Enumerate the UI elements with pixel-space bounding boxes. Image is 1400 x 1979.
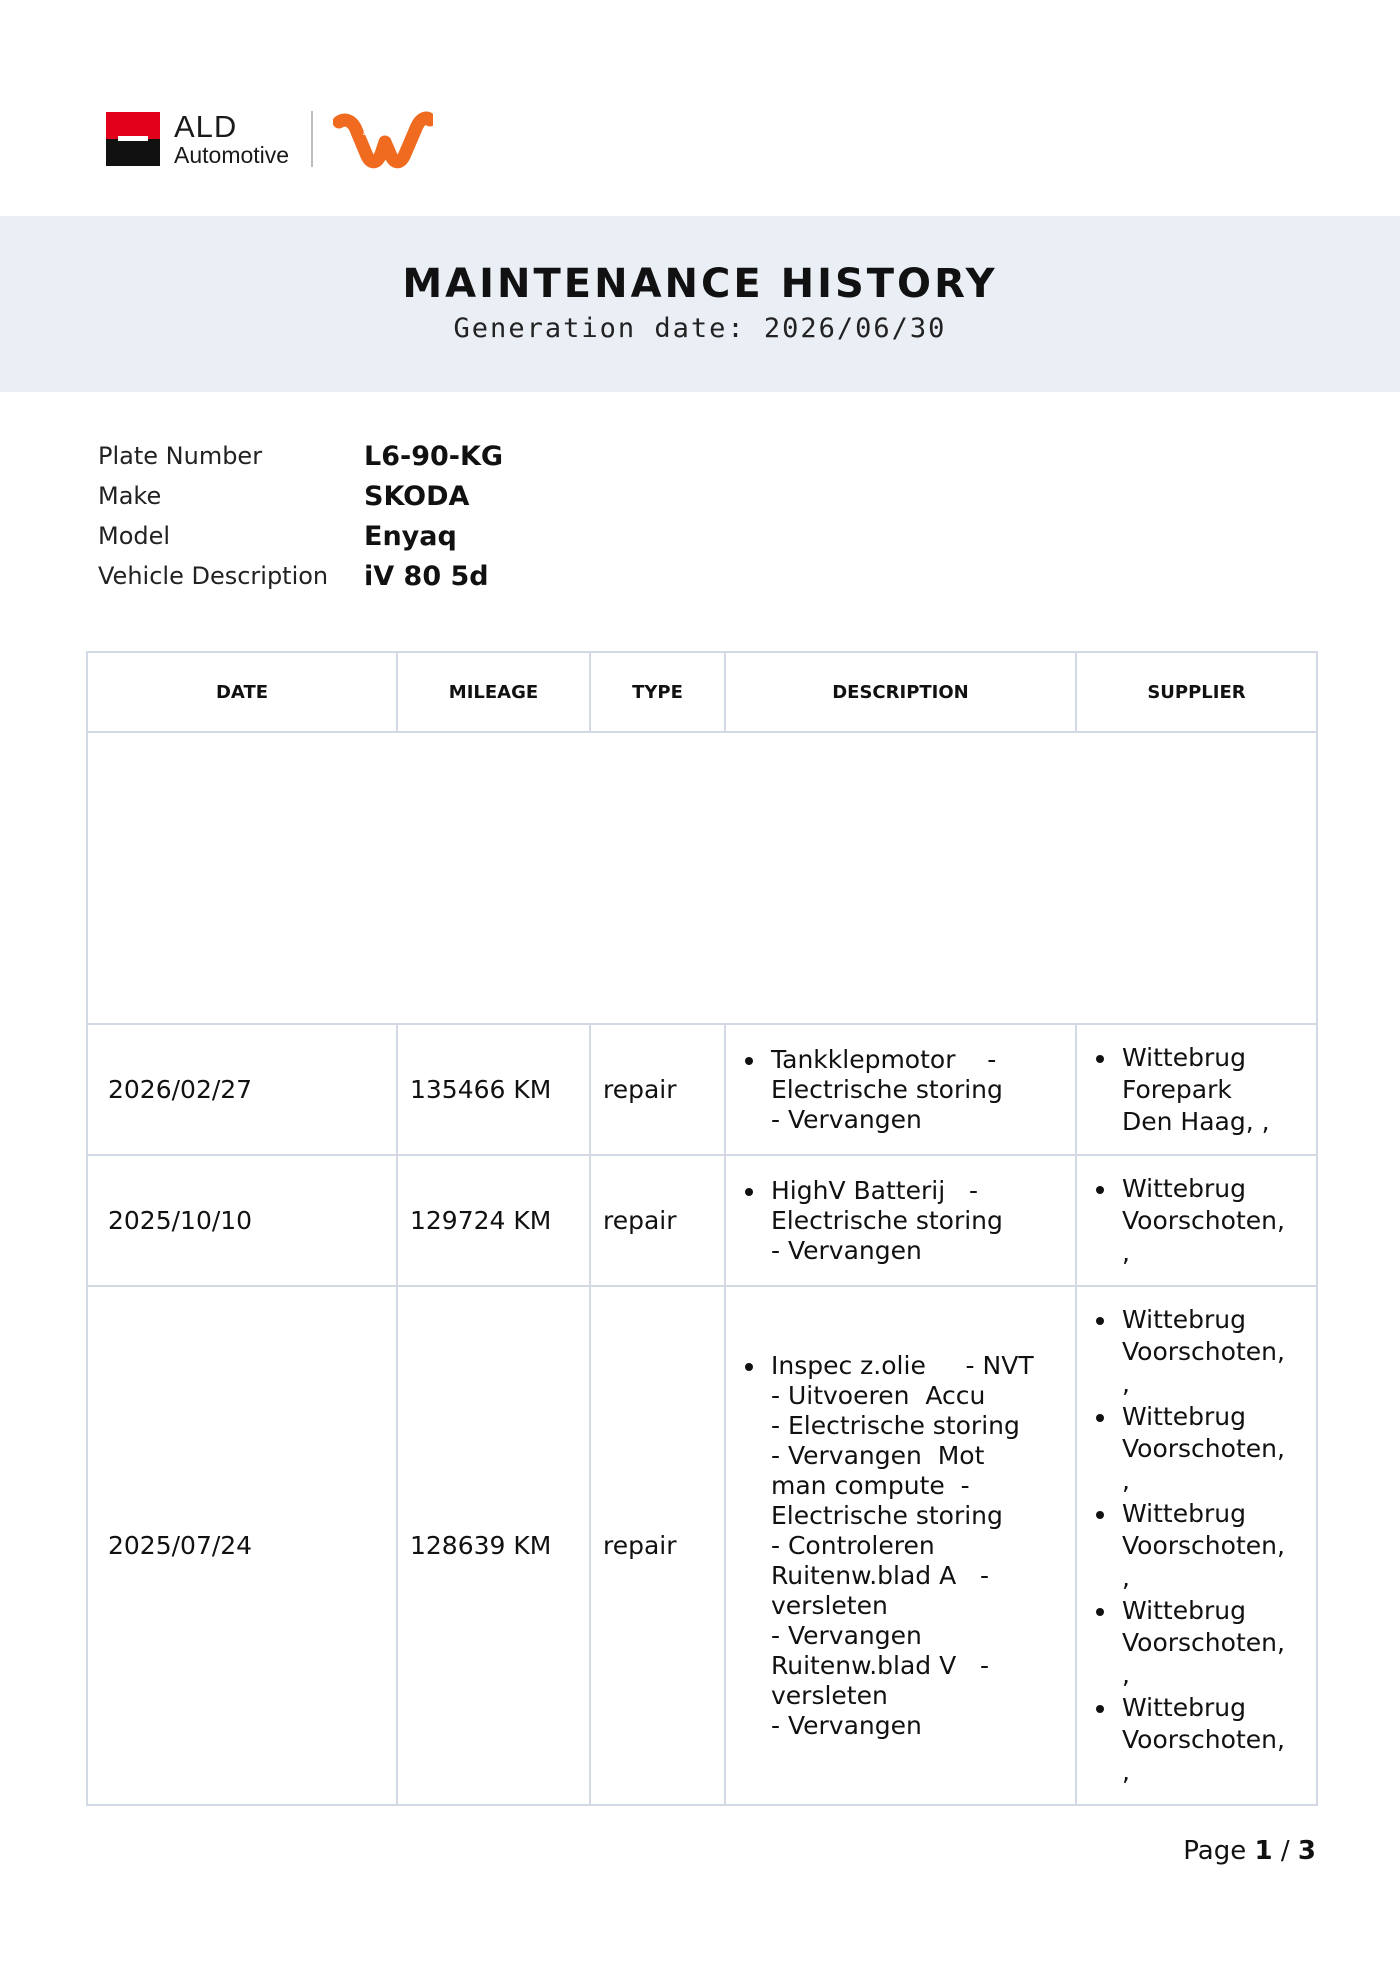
vehicle-info — [98, 436, 503, 596]
cell-date: 2026/02/27 — [87, 1024, 397, 1155]
supplier-item: • Wittebrug Voorschoten, , — [1118, 1173, 1305, 1269]
cell-date: 2025/07/24 — [87, 1286, 397, 1805]
cell-mileage: 135466 KM — [397, 1024, 590, 1155]
page-current: 1 — [1254, 1836, 1273, 1866]
leaseplan-logo — [333, 108, 433, 170]
cell-type: repair — [590, 1286, 725, 1805]
table-row — [87, 1155, 1317, 1286]
vehicle-info-row — [98, 556, 503, 596]
vehicle-description-value: iV 80 5d — [364, 560, 489, 592]
supplier-item: • Wittebrug Voorschoten, , — [1118, 1401, 1305, 1497]
table-blank-row — [87, 732, 1317, 1024]
supplier-item: • Wittebrug Voorschoten, , — [1118, 1595, 1305, 1691]
header-band — [0, 216, 1400, 392]
column-header-date: DATE — [87, 652, 397, 732]
page-number — [1183, 1836, 1316, 1866]
column-header-description: DESCRIPTION — [725, 652, 1076, 732]
description-item: • Inspec z.olie - NVT - Uitvoeren Accu - Electrische storing - Vervangen Mot man compute - Electrische storing - Controleren Ruitenw.blad A - versleten - Vervangen Ruitenw.blad V - versleten - Vervangen — [767, 1351, 1064, 1741]
vehicle-info-row — [98, 516, 503, 556]
logo-divider — [311, 111, 313, 167]
page-separator: / — [1280, 1836, 1290, 1866]
table-row — [87, 1024, 1317, 1155]
page-total: 3 — [1297, 1836, 1316, 1866]
cell-mileage: 128639 KM — [397, 1286, 590, 1805]
ald-logo-text — [174, 111, 289, 167]
page-title: MAINTENANCE HISTORY — [402, 261, 998, 307]
make-value: SKODA — [364, 480, 470, 512]
maintenance-table — [86, 651, 1318, 1806]
supplier-item: • Wittebrug Forepark Den Haag, , — [1118, 1042, 1305, 1138]
blank-cell — [87, 732, 1317, 1024]
cell-supplier — [1076, 1024, 1317, 1155]
ald-logo-line1: ALD — [174, 109, 238, 144]
column-header-mileage: MILEAGE — [397, 652, 590, 732]
table-row — [87, 1286, 1317, 1805]
cell-type: repair — [590, 1024, 725, 1155]
supplier-item: • Wittebrug Voorschoten, , — [1118, 1304, 1305, 1400]
cell-supplier — [1076, 1286, 1317, 1805]
model-label: Model — [98, 522, 171, 550]
plate-number-value: L6-90-KG — [364, 440, 504, 472]
page-prefix: Page — [1183, 1836, 1247, 1866]
plate-number-label: Plate Number — [98, 442, 263, 470]
table-header-row — [87, 652, 1317, 732]
column-header-type: TYPE — [590, 652, 725, 732]
vehicle-description-label: Vehicle Description — [98, 562, 329, 590]
model-value: Enyaq — [364, 520, 457, 552]
cell-description — [725, 1155, 1076, 1286]
ald-logo-line2: Automotive — [174, 142, 290, 168]
supplier-item: • Wittebrug Voorschoten, , — [1118, 1692, 1305, 1788]
cell-mileage: 129724 KM — [397, 1155, 590, 1286]
cell-description — [725, 1286, 1076, 1805]
supplier-item: • Wittebrug Voorschoten, , — [1118, 1498, 1305, 1594]
leaseplan-logo-text: LeasePlan — [363, 128, 401, 137]
cell-description — [725, 1024, 1076, 1155]
vehicle-info-row — [98, 476, 503, 516]
make-label: Make — [98, 482, 162, 510]
generation-date: Generation date: 2026/06/30 — [453, 313, 947, 344]
column-header-supplier: SUPPLIER — [1076, 652, 1317, 732]
description-item: • Tankklepmotor - Electrische storing - Vervangen — [767, 1045, 1064, 1135]
ald-logo-mark — [106, 112, 160, 166]
cell-type: repair — [590, 1155, 725, 1286]
description-item: • HighV Batterij - Electrische storing - Vervangen — [767, 1176, 1064, 1266]
cell-supplier — [1076, 1155, 1317, 1286]
vehicle-info-row — [98, 436, 503, 476]
logo-area — [106, 104, 433, 174]
cell-date: 2025/10/10 — [87, 1155, 397, 1286]
